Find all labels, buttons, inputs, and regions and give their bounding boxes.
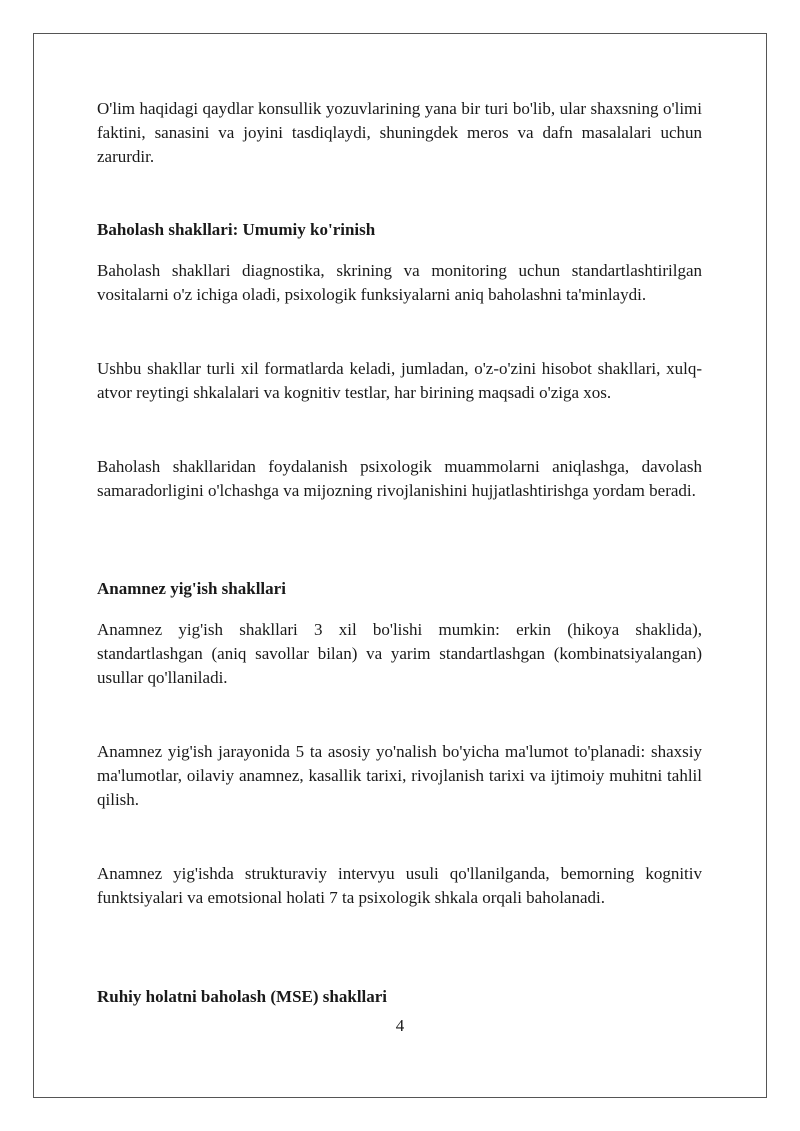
- paragraph: [97, 455, 702, 503]
- paragraph-text: Ushbu shakllar turli xil formatlarda keladi, jumladan, o'z-o'zini hisobot shakllari, xulq-atvor reytingi shkalalari va kognitiv testlar, har birining maqsadi o'ziga xos.: [97, 359, 702, 402]
- paragraph-text: Anamnez yig'ish shakllari 3 xil bo'lishi mumkin: erkin (hikoya shaklida), standartlashgan (aniq savollar bilan) va yarim standartlashgan (kombinatsiyalangan) usullar qo'llaniladi.: [97, 620, 702, 687]
- page-border: [33, 33, 767, 1098]
- paragraph: [97, 97, 702, 169]
- paragraph-text: O'lim haqidagi qaydlar konsullik yozuvlarining yana bir turi bo'lib, ular shaxsning o'limi faktini, sanasini va joyini tasdiqlaydi, shuningdek meros va dafn masalalari uchun zarurdir.: [97, 99, 702, 166]
- paragraph: [97, 357, 702, 405]
- section-heading: Baholash shakllari: Umumiy ko'rinish: [97, 220, 376, 239]
- paragraph-text: Baholash shakllari diagnostika, skrining va monitoring uchun standartlashtirilgan vositalarni o'z ichiga oladi, psixologik funksiyalarni aniq baholashni ta'minlaydi.: [97, 261, 702, 304]
- page-number: 4: [395, 1016, 405, 1035]
- section-heading: Ruhiy holatni baholash (MSE) shakllari: [97, 987, 388, 1006]
- paragraph: [97, 740, 702, 812]
- paragraph: [97, 259, 702, 307]
- paragraph: [97, 618, 702, 690]
- section-heading-block: [97, 985, 702, 1009]
- section-heading-block: [97, 577, 702, 601]
- paragraph-text: Anamnez yig'ishda strukturaviy intervyu usuli qo'llanilganda, bemorning kognitiv funktsiyalari va emotsional holati 7 ta psixologik shkala orqali baholanadi.: [97, 864, 702, 907]
- section-heading: Anamnez yig'ish shakllari: [97, 579, 286, 598]
- paragraph: [97, 862, 702, 910]
- section-heading-block: [97, 218, 702, 242]
- paragraph-text: Anamnez yig'ish jarayonida 5 ta asosiy yo'nalish bo'yicha ma'lumot to'planadi: shaxsiy ma'lumotlar, oilaviy anamnez, kasallik tarixi, rivojlanish tarixi va ijtimoiy muhitni tahlil qilish.: [97, 742, 702, 809]
- paragraph-text: Baholash shakllaridan foydalanish psixologik muammolarni aniqlashga, davolash samaradorligini o'lchashga va mijozning rivojlanishini hujjatlashtirishga yordam beradi.: [97, 457, 702, 500]
